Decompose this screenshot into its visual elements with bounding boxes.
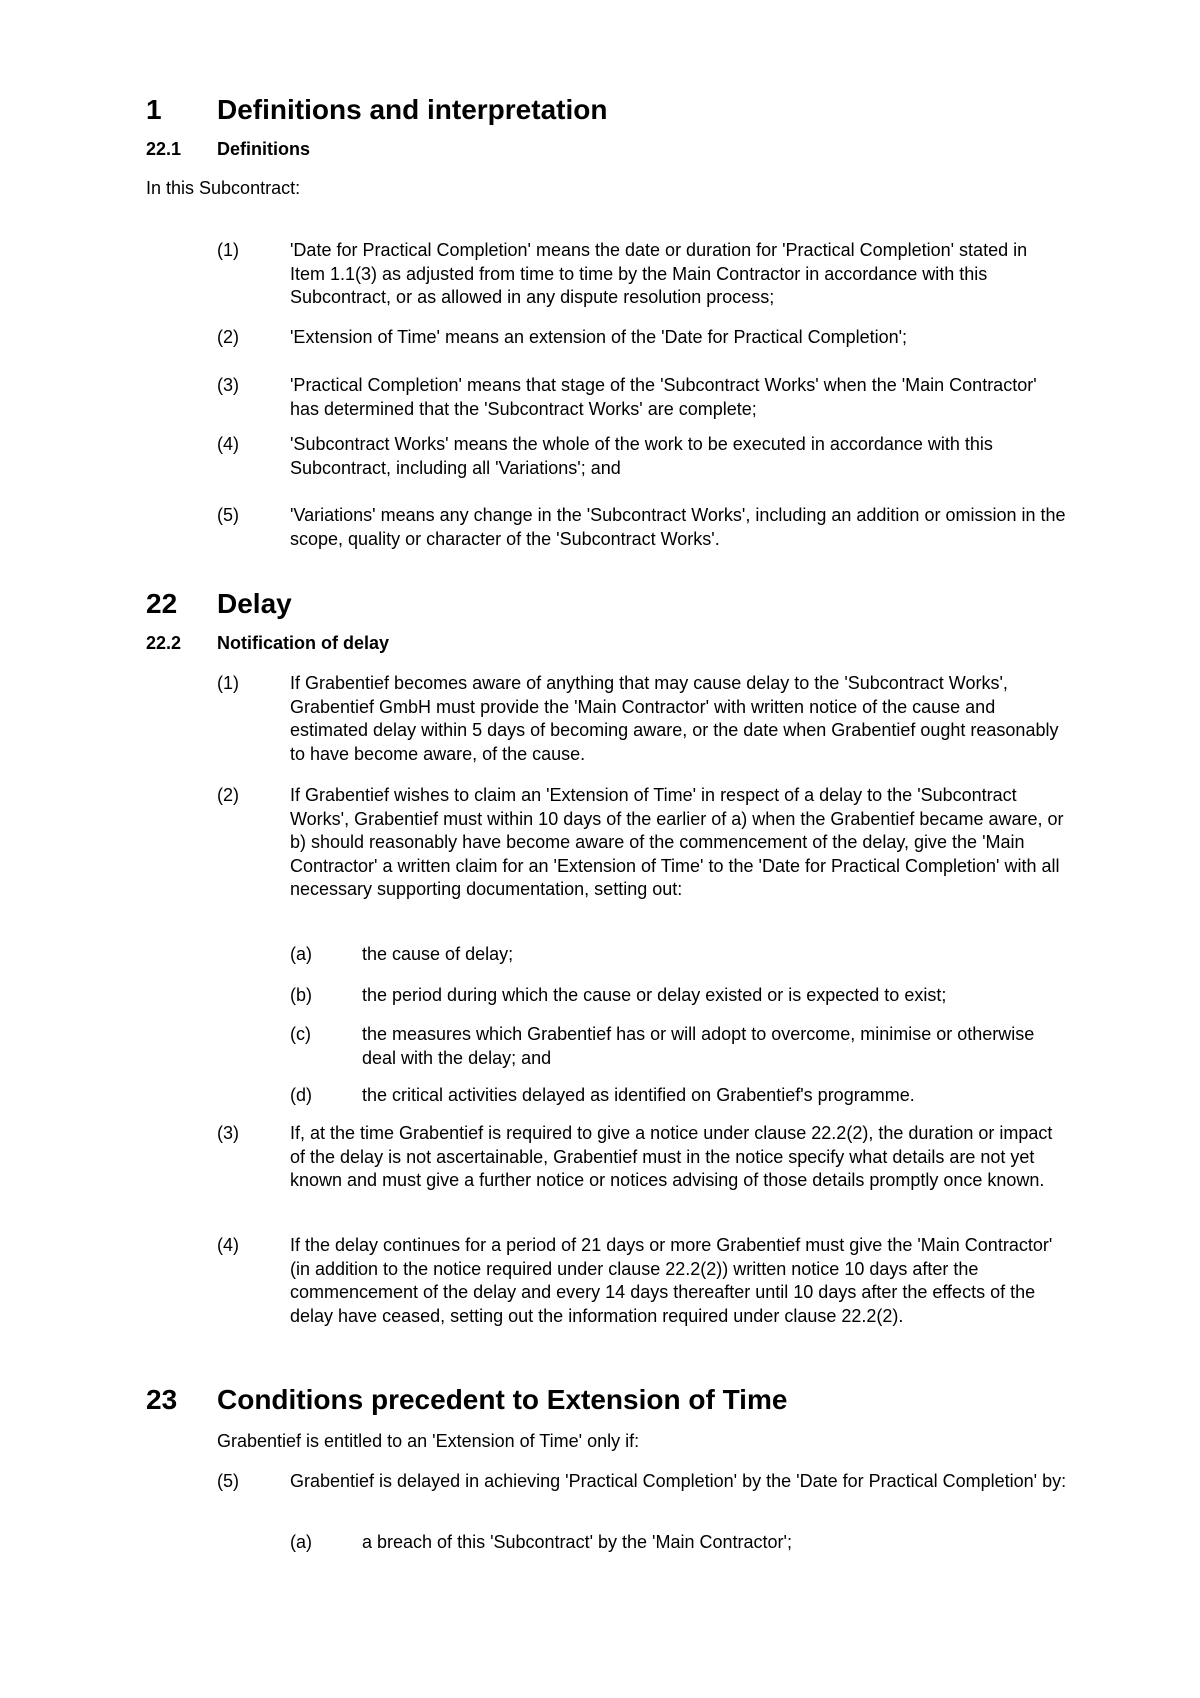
item-label: (4) [217, 1235, 239, 1255]
clause-item [217, 1470, 1067, 1494]
intro-paragraph: Grabentief is entitled to an 'Extension of Time' only if: [217, 1431, 640, 1451]
section-number: 1 [146, 94, 162, 125]
item-label: (3) [217, 375, 239, 395]
intro-paragraph: In this Subcontract: [146, 178, 301, 198]
sub-item [290, 1531, 1070, 1555]
section-number: 23 [146, 1384, 178, 1415]
subsection-number: 22.2 [146, 633, 182, 653]
item-label: (2) [217, 327, 239, 347]
item-text: If, at the time Grabentief is required to give a notice under clause 22.2(2), the duration or impact of the delay is not ascertainable, Grabentief must in the notice specify what details are not yet known and must give a further notice or notices advising of those details promptly once known. [290, 1123, 1053, 1190]
section-number: 22 [146, 588, 178, 619]
sub-item-text: the period during which the cause or delay existed or is expected to exist; [362, 985, 947, 1005]
sub-item [290, 943, 1070, 967]
definition-item [217, 326, 1067, 350]
section-title: Definitions and interpretation [217, 94, 608, 125]
item-label: (1) [217, 673, 239, 693]
definition-item [217, 239, 1067, 310]
item-text: If Grabentief becomes aware of anything that may cause delay to the 'Subcontract Works', Grabentief GmbH must provide the 'Main Contractor' with written notice of the cause and estimated delay within 5 days of becoming aware, or the date when Grabentief ought reasonably to have become aware, of the cause. [290, 673, 1059, 764]
sub-item-text: the critical activities delayed as identified on Grabentief's programme. [362, 1085, 915, 1105]
item-label: (4) [217, 434, 239, 454]
clause-item [217, 672, 1067, 766]
subsection-title: Definitions [217, 139, 310, 159]
item-label: (5) [217, 1471, 239, 1491]
item-label: (2) [217, 785, 239, 805]
definition-item [217, 504, 1067, 551]
sub-item-label: (b) [290, 985, 312, 1005]
item-text: Grabentief is delayed in achieving 'Practical Completion' by the 'Date for Practical Completion' by: [290, 1471, 1067, 1491]
sub-item-label: (d) [290, 1085, 312, 1105]
definition-item [217, 433, 1067, 480]
item-label: (3) [217, 1123, 239, 1143]
item-text: 'Date for Practical Completion' means the date or duration for 'Practical Completion' stated in Item 1.1(3) as adjusted from time to time by the Main Contractor in accordance with this Subcontract, or as allowed in any dispute resolution process; [290, 240, 1028, 307]
definition-item [217, 374, 1067, 421]
sub-item-label: (a) [290, 1532, 312, 1552]
section-title: Delay [217, 588, 292, 619]
item-label: (1) [217, 240, 239, 260]
item-text: 'Subcontract Works' means the whole of the work to be executed in accordance with this Subcontract, including all 'Variations'; and [290, 434, 993, 478]
item-text: If the delay continues for a period of 21 days or more Grabentief must give the 'Main Contractor' (in addition to the notice required under clause 22.2(2)) written notice 10 days after the commencement of the delay and every 14 days thereafter until 10 days after the effects of the delay have ceased, setting out the information required under clause 22.2(2). [290, 1235, 1053, 1326]
sub-item [290, 1023, 1070, 1070]
clause-item [217, 1234, 1067, 1328]
item-text: 'Variations' means any change in the 'Subcontract Works', including an addition or omission in the scope, quality or character of the 'Subcontract Works'. [290, 505, 1066, 549]
item-label: (5) [217, 505, 239, 525]
subsection-number: 22.1 [146, 139, 182, 159]
sub-item-label: (a) [290, 944, 312, 964]
sub-item-text: a breach of this 'Subcontract' by the 'Main Contractor'; [362, 1532, 792, 1552]
clause-item [217, 1122, 1067, 1193]
item-text: 'Practical Completion' means that stage of the 'Subcontract Works' when the 'Main Contractor' has determined that the 'Subcontract Works' are complete; [290, 375, 1037, 419]
item-text: If Grabentief wishes to claim an 'Extension of Time' in respect of a delay to the 'Subcontract Works', Grabentief must within 10 days of the earlier of a) when the Grabentief became aware, or b) should reasonably have become aware of the commencement of the delay, give the 'Main Contractor' a written claim for an 'Extension of Time' to the 'Date for Practical Completion' with all necessary supporting documentation, setting out: [290, 785, 1064, 899]
sub-item [290, 984, 1070, 1008]
item-text: 'Extension of Time' means an extension of the 'Date for Practical Completion'; [290, 327, 908, 347]
sub-item [290, 1084, 1070, 1108]
sub-item-label: (c) [290, 1024, 311, 1044]
sub-item-text: the measures which Grabentief has or will adopt to overcome, minimise or otherwise deal with the delay; and [362, 1024, 1035, 1068]
section-title: Conditions precedent to Extension of Time [217, 1384, 788, 1415]
subsection-title: Notification of delay [217, 633, 390, 653]
sub-item-text: the cause of delay; [362, 944, 514, 964]
clause-item [217, 784, 1067, 902]
